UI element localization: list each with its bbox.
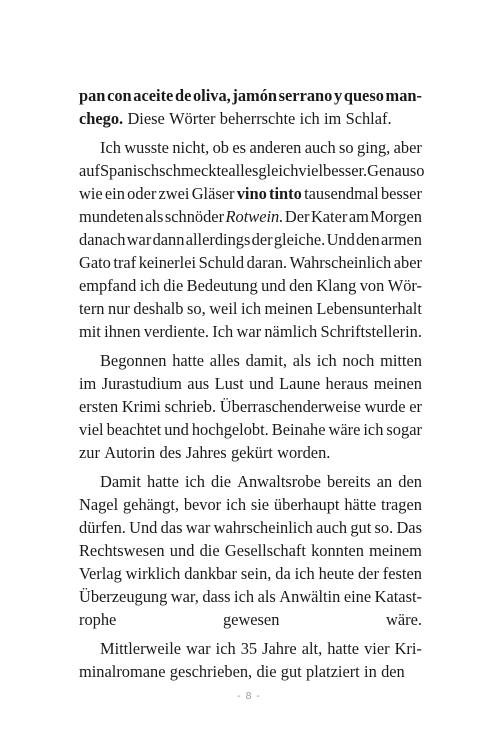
text-line — [79, 228, 422, 251]
word: vier — [364, 638, 390, 658]
word: Gato — [79, 253, 111, 273]
word: gut — [280, 661, 302, 681]
word: Krimi — [121, 397, 161, 416]
word: ich — [225, 494, 247, 514]
word: aber — [393, 253, 422, 273]
word: chego. — [79, 109, 124, 129]
book-page-text — [79, 84, 425, 683]
word: hatte — [327, 638, 360, 658]
word: platziert — [306, 661, 360, 681]
text-line — [79, 251, 422, 274]
word: war — [236, 322, 262, 342]
word: ich — [139, 276, 160, 296]
word: gehängt, — [122, 494, 179, 514]
word: und — [261, 276, 286, 296]
word: schmeckte — [159, 160, 229, 180]
word: wirklich — [125, 564, 181, 584]
word: ich — [184, 471, 205, 491]
word: vino — [236, 183, 267, 203]
word: Wör- — [387, 276, 422, 296]
text-line — [79, 205, 422, 228]
text-line — [79, 493, 422, 516]
word: Rotwein. — [225, 206, 284, 226]
word: da — [275, 564, 291, 584]
word: ich — [234, 587, 255, 607]
word: viel — [298, 160, 323, 180]
word: geschrieben, — [169, 661, 253, 681]
word: Jahre — [262, 638, 297, 658]
word: Schuld — [198, 253, 245, 273]
word: Ich — [100, 137, 121, 157]
word: alles — [228, 160, 259, 180]
word: Lust — [214, 373, 244, 393]
word: wäre — [328, 420, 361, 440]
word: Der — [284, 206, 310, 226]
word: Beinahe — [271, 420, 326, 440]
text-line — [79, 107, 422, 130]
word: Klang — [316, 276, 357, 296]
word: die — [211, 471, 232, 491]
word: bevor — [183, 494, 222, 514]
word: gut — [350, 517, 372, 537]
word: die — [256, 661, 277, 681]
word: Das — [396, 517, 422, 537]
word: jamón — [232, 86, 278, 105]
word: er — [409, 397, 422, 416]
word: war — [185, 517, 211, 537]
word: wusste — [124, 137, 169, 157]
word: Kri- — [394, 638, 422, 658]
word: Überzeugung — [79, 587, 168, 607]
word: viel — [79, 420, 104, 440]
word: Schriftstellerin. — [320, 322, 422, 342]
word: danach — [79, 229, 126, 249]
text-line — [79, 274, 422, 297]
text-line — [79, 441, 422, 464]
word: sogar — [386, 420, 422, 440]
word: serrano — [278, 86, 333, 105]
text-line — [79, 349, 422, 372]
word: ersten — [79, 397, 119, 416]
word: zur — [79, 443, 100, 463]
word: schrieb. — [164, 397, 217, 416]
word: traf — [113, 253, 137, 273]
word: Gläser — [191, 183, 235, 203]
word: worden. — [277, 443, 331, 463]
word: oliva, — [192, 86, 231, 105]
word: die — [199, 540, 220, 560]
word: Diese — [127, 109, 165, 129]
word: hatte — [172, 350, 205, 370]
word: überhaupt — [273, 494, 340, 514]
text-line — [79, 395, 422, 418]
word: Gesellschaft — [224, 540, 306, 560]
text-line — [79, 539, 422, 562]
word: y — [334, 86, 343, 105]
text-line — [79, 637, 422, 660]
word: Wahrscheinlich — [289, 253, 392, 273]
page-number: - 8 - — [237, 690, 261, 702]
word: tern — [79, 299, 105, 319]
word: in — [364, 661, 377, 681]
word: am — [348, 206, 369, 226]
word: dass — [202, 587, 231, 607]
word: so — [339, 137, 354, 157]
word: nicht, — [172, 137, 210, 157]
word: und — [164, 420, 189, 440]
word: dankbar — [184, 564, 237, 584]
word: mundeten — [79, 206, 144, 226]
word: dürfen. — [79, 517, 126, 537]
word: des — [159, 443, 182, 463]
word: heute — [318, 564, 355, 584]
word: den — [381, 661, 405, 681]
word: queso — [343, 86, 384, 105]
text-line — [79, 136, 422, 159]
word: und — [249, 373, 274, 393]
word: das — [160, 517, 183, 537]
word: alt, — [301, 638, 323, 658]
word: wurde — [364, 397, 406, 416]
word: Und — [129, 517, 158, 537]
word: im — [323, 109, 342, 129]
word: sein, — [240, 564, 272, 584]
word: allerdings — [185, 229, 251, 249]
word: Jurastudium — [101, 373, 182, 393]
word: pan — [79, 86, 106, 105]
word: ich — [215, 638, 236, 658]
word: den — [356, 229, 380, 249]
word: Wörter — [169, 109, 216, 129]
word: war — [186, 638, 211, 658]
word: daran. — [246, 253, 288, 273]
word: heraus — [325, 373, 369, 393]
paragraph — [79, 637, 422, 683]
text-line — [79, 562, 422, 585]
word: konnten — [311, 540, 364, 560]
word: gleiche. — [273, 229, 326, 249]
text-line — [79, 372, 422, 395]
word: eine — [343, 587, 372, 607]
word: aber — [393, 137, 422, 157]
word: Damit — [100, 471, 141, 491]
word: verdiente. — [143, 322, 209, 342]
word: dann — [152, 229, 185, 249]
word: empfand — [79, 276, 137, 296]
word: Autorin — [104, 443, 156, 463]
word: Und — [326, 229, 355, 249]
word: nur — [108, 299, 130, 319]
word: auf — [79, 160, 100, 180]
word: und — [169, 540, 195, 560]
word: Laune — [279, 373, 321, 393]
word: Genauso — [367, 160, 425, 180]
word: Schlaf. — [345, 109, 392, 129]
word: Anwältin — [279, 587, 341, 607]
word: de — [174, 86, 192, 105]
word: minalromane — [79, 661, 166, 681]
word: Bedeutung — [186, 276, 258, 296]
word: Kater — [310, 206, 348, 226]
text-line — [79, 660, 422, 683]
word: weil — [209, 299, 238, 319]
text-line — [79, 516, 422, 539]
word: noch — [342, 350, 375, 370]
word: als — [292, 350, 311, 370]
text-line — [79, 182, 422, 205]
word: gewesen — [222, 610, 280, 630]
word: die — [163, 276, 184, 296]
word: aus — [187, 373, 210, 393]
word: so. — [374, 517, 394, 537]
word: wäre. — [386, 610, 422, 630]
word: zwei — [158, 183, 190, 203]
word: mitten — [380, 350, 422, 370]
word: besser. — [323, 160, 368, 180]
text-line — [79, 608, 422, 631]
word: beachtet — [106, 420, 162, 440]
word: beherrschte — [219, 109, 296, 129]
text-line — [79, 470, 422, 493]
word: war, — [170, 587, 199, 607]
word: den — [289, 276, 313, 296]
word: man- — [385, 86, 422, 105]
word: Spanisch — [99, 160, 160, 180]
word: 35 — [240, 638, 258, 658]
word: Verlag — [79, 564, 122, 584]
word: auch — [316, 517, 348, 537]
text-line — [79, 418, 422, 441]
word: ich — [363, 420, 384, 440]
word: aceite — [133, 86, 174, 105]
word: gleich — [258, 160, 299, 180]
word: rophe — [79, 610, 117, 630]
word: Ich — [212, 322, 234, 342]
word: ich — [299, 109, 320, 129]
word: tinto — [269, 183, 302, 203]
word: ihnen — [104, 322, 141, 342]
word: den — [398, 471, 422, 491]
word: Katast- — [374, 587, 422, 607]
word: so, — [187, 299, 206, 319]
word: nämlich — [264, 322, 318, 342]
word: ich — [316, 350, 337, 370]
word: es — [232, 137, 247, 157]
word: Anwaltsrobe — [237, 471, 321, 491]
word: als — [145, 206, 164, 226]
word: Rechtswesen — [79, 540, 165, 560]
word: ging, — [357, 137, 391, 157]
paragraph — [79, 349, 422, 464]
word: wahrscheinlich — [213, 517, 313, 537]
word: tausendmal — [304, 183, 379, 203]
word: ob — [212, 137, 229, 157]
word: sie — [250, 494, 270, 514]
word: alles — [209, 350, 240, 370]
text-line — [79, 297, 422, 320]
word: anderen — [249, 137, 302, 157]
word: ich — [294, 564, 315, 584]
word: armen — [381, 229, 422, 249]
word: an — [376, 471, 393, 491]
text-line — [79, 159, 425, 182]
word: damit, — [245, 350, 288, 370]
word: festen — [382, 564, 422, 584]
word: der — [251, 229, 273, 249]
word: Mittlerweile — [100, 638, 182, 658]
word: hatte — [147, 471, 179, 491]
word: Morgen — [370, 206, 422, 226]
word: ich — [240, 299, 262, 319]
word: hätte — [344, 494, 377, 514]
word: der — [357, 564, 379, 584]
word: Lebensunterhalt — [316, 299, 422, 319]
text-line — [79, 320, 422, 343]
word: mit — [79, 322, 101, 342]
word: meinem — [369, 540, 422, 560]
word: besser — [380, 183, 422, 203]
word: schnöder — [164, 206, 225, 226]
word: Begonnen — [100, 350, 167, 370]
paragraph — [79, 84, 422, 130]
word: von — [359, 276, 385, 296]
word: con — [107, 86, 132, 105]
text-line — [79, 84, 422, 107]
word: als — [257, 587, 276, 607]
word: Überraschenderweise — [219, 397, 361, 416]
word: oder — [127, 183, 157, 203]
word: wie — [79, 183, 103, 203]
word: hochgelobt. — [191, 420, 269, 440]
word: meinen — [264, 299, 313, 319]
text-line — [79, 585, 422, 608]
word: gekürt — [230, 443, 273, 463]
paragraph — [79, 470, 422, 632]
word: war — [126, 229, 152, 249]
word: tragen — [381, 494, 422, 514]
word: Nagel — [79, 494, 119, 514]
word: meinen — [373, 373, 422, 393]
word: im — [79, 373, 97, 393]
paragraph — [79, 136, 425, 344]
word: ein — [104, 183, 125, 203]
word: keinerlei — [138, 253, 197, 273]
word: Jahres — [185, 443, 227, 463]
word: bereits — [326, 471, 371, 491]
word: auch — [304, 137, 336, 157]
word: deshalb — [133, 299, 184, 319]
